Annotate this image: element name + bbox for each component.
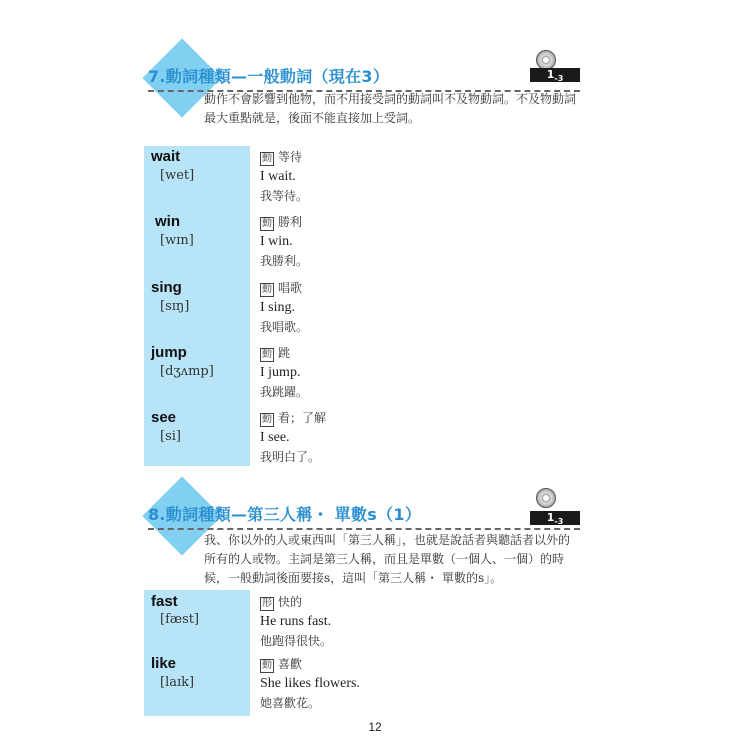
vocab-entry [260,148,308,204]
section-8-intro: 我、你以外的人或東西叫「第三人稱」，也就是說話者與聽話者以外的所有的人或物。主詞是第三人稱，而且是單數（一個人、一個）的時候，一般動詞後面要接s，這叫「第三人稱・ 單數的s」。 [204,533,571,585]
cd-icon [536,50,556,70]
meaning: 唱歌 [278,281,303,295]
meaning: 看；了解 [278,411,327,425]
vocab-word: sing [151,279,182,296]
example-sentence: I jump. [260,365,301,380]
pos-badge: 動 [262,414,272,425]
example-translation: 我唱歌。 [260,320,309,334]
meaning: 快的 [278,595,303,609]
page-number: 12 [368,720,382,734]
vocab-word: wait [151,148,181,165]
vocab-entry [260,279,308,335]
example-sentence: He runs fast. [260,614,332,629]
pos-badge: 動 [262,660,272,671]
vocab-ipa: [sɪŋ] [160,299,190,314]
pos-badge: 動 [262,349,272,360]
section-8-title: 8.動詞種類—第三人稱・ 單數s（1） [148,505,422,524]
vocab-entry [260,344,308,400]
vocab-ipa: [laɪk] [160,675,195,690]
example-translation: 她喜歡花。 [260,696,321,710]
track-badge: $1_{-3}$ [530,511,580,525]
cd-icon [536,488,556,508]
vocab-word: see [151,409,177,426]
cd-track-indicator [536,488,570,510]
example-translation: 我跳躍。 [260,385,309,399]
example-sentence: I wait. [260,169,296,184]
example-sentence: I win. [260,234,293,249]
meaning: 跳 [278,346,291,360]
vocab-ipa: [wɪn] [160,233,194,248]
dashed-divider [148,528,580,530]
vocab-entry [260,213,308,269]
example-translation: 我勝利。 [260,254,309,268]
vocab-word: fast [151,593,178,610]
meaning: 喜歡 [278,657,303,671]
vocab-word: jump [151,344,187,361]
pos-badge: 動 [262,153,272,164]
vocab-entry [260,655,360,711]
example-sentence: I see. [260,430,290,445]
vocab-entry [260,409,326,465]
pos-badge: 動 [262,284,272,295]
example-translation: 我等待。 [260,189,309,203]
vocab-ipa: [wet] [160,168,195,183]
section-7-intro: 動作不會影響到他物，而不用接受詞的動詞叫不及物動詞。不及物動詞最大重點就是，後面不能直接加上受詞。 [204,92,577,125]
vocab-ipa: [si] [160,429,181,444]
vocab-ipa: [fæst] [160,612,200,627]
vocab-ipa: [dʒʌmp] [160,364,214,379]
example-sentence: I sing. [260,300,295,315]
track-badge: $1_{-3}$ [530,68,580,82]
example-sentence: She likes flowers. [260,676,360,691]
section-7-title: 7.動詞種類—一般動詞（現在3） [148,67,390,86]
pos-badge: 動 [262,218,272,229]
example-translation: 他跑得很快。 [260,634,333,648]
meaning: 勝利 [278,215,303,229]
vocab-word: like [151,655,177,672]
vocab-word: win [155,213,180,230]
vocab-entry [260,593,332,649]
example-translation: 我明白了。 [260,450,321,464]
pos-badge: 形 [262,598,272,609]
meaning: 等待 [278,150,303,164]
